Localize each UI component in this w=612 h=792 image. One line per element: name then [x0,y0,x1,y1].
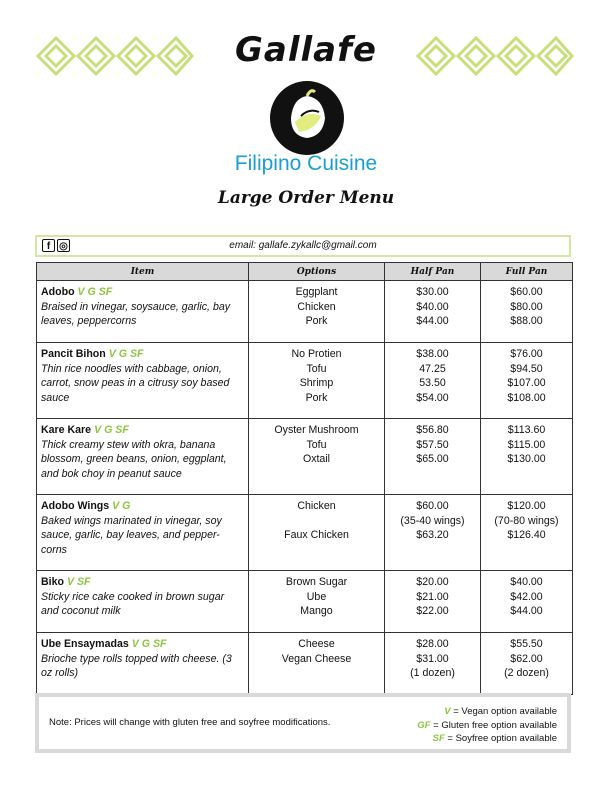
half-value: $54.00 [416,391,449,404]
full-value: $107.00 [507,377,546,389]
column-header-item: Item [37,263,249,281]
options-cell [249,343,385,419]
item-name: Adobo Wings [41,500,110,512]
dietary-tags: V G SF [77,286,113,298]
options-value: Ube [306,590,327,603]
options-cell [249,495,385,571]
half-cell [385,633,481,695]
full-value: $94.50 [510,362,543,375]
item-cell [37,419,249,495]
item-name: Adobo [41,286,75,298]
options-value: Pork [305,391,328,404]
half-value: $22.00 [416,605,449,617]
item-description: Baked wings marinated in vinegar, soy sauce, garlic, bay leaves, and pepper-corns [41,514,222,556]
item-description: Braised in vinegar, soysauce, garlic, bay leaves, peppercorns [41,300,231,327]
half-value: $40.00 [416,300,449,313]
dietary-tags: V SF [66,576,91,588]
item-name: Kare Kare [41,424,92,436]
table-row [37,419,573,495]
full-value: $55.50 [510,638,543,650]
menu-table [36,262,573,695]
facebook-icon[interactable]: f [42,239,55,252]
options-value: Pork [305,315,328,327]
brand-logo-icon [269,80,345,156]
item-description: Sticky rice cake cooked in brown sugar and coconut milk [41,590,225,617]
table-row [37,633,573,695]
item-cell [37,633,249,695]
full-cell [481,281,573,343]
item-name: Pancit Bihon [41,348,106,360]
full-value: $115.00 [507,438,546,451]
half-value: $38.00 [416,348,449,360]
half-cell [385,281,481,343]
half-value: $20.00 [416,576,449,588]
options-cell [249,633,385,695]
options-value: Chicken [297,500,336,512]
options-value [253,514,380,529]
full-value: $60.00 [510,286,543,298]
column-header-options: Options [249,263,385,281]
half-value: $63.20 [416,529,449,541]
dietary-tags: V G SF [108,348,144,360]
dietary-tags: V G SF [94,424,129,436]
dietary-tags: V G SF [131,638,167,650]
legend-gluten-free: GF = Gluten free option available [417,719,557,731]
options-value: Oyster Mushroom [274,424,359,436]
table-row [37,343,573,419]
half-value: $30.00 [416,286,449,298]
options-value: Tofu [306,438,327,451]
table-row [37,571,573,633]
half-value: $28.00 [416,638,449,650]
legend-soy-free: SF = Soyfree option available [432,733,557,744]
half-cell [385,495,481,571]
item-name: Biko [41,576,64,588]
full-value: $130.00 [507,453,546,465]
options-value: Faux Chicken [284,529,349,541]
table-row [37,281,573,343]
brand-title: Gallafe [235,30,377,70]
options-cell [249,571,385,633]
half-cell [385,571,481,633]
half-value: $57.50 [416,438,449,451]
half-value: $21.00 [416,590,449,603]
full-cell [481,633,573,695]
half-cell [385,419,481,495]
options-value: Oxtail [302,453,331,465]
full-value: $126.40 [507,529,546,541]
options-value: Tofu [306,362,327,375]
item-description: Thick creamy stew with okra, banana blossom, green beans, onion, eggplant, and bok choy in peanut sauce [41,438,227,480]
full-value: $120.00 [507,500,546,512]
half-value: (35-40 wings) [400,514,465,527]
menu-title: Large Order Menu [217,188,395,208]
half-value: $31.00 [416,652,449,665]
column-header-full-pan: Full Pan [481,263,573,281]
full-value: $44.00 [510,605,543,617]
item-cell [37,343,249,419]
legend-vegan: V = Vegan option available [444,706,557,717]
full-value: (70-80 wings) [494,514,559,527]
full-value: $108.00 [507,391,546,404]
full-value: $76.00 [510,348,543,360]
full-value: $62.00 [510,652,543,665]
full-value: $40.00 [510,576,543,588]
table-header-row [37,263,573,281]
options-value: Chicken [297,300,336,313]
half-value: $56.80 [416,424,449,436]
dietary-tags: V G [112,500,131,512]
half-value: (1 dozen) [410,667,455,679]
table-row [37,495,573,571]
item-description: Brioche type rolls topped with cheese. (3 oz rolls) [41,652,232,679]
item-description: Thin rice noodles with cabbage, onion, carrot, snow peas in a citrusy soy based sauce [41,362,230,404]
dietary-legend [417,705,557,746]
half-value: $65.00 [416,453,449,465]
options-value: No Protien [291,348,342,360]
note-box [35,693,571,753]
column-header-half-pan: Half Pan [385,263,481,281]
options-value: Vegan Cheese [281,652,352,665]
item-name: Ube Ensaymadas [41,638,129,650]
options-value: Shrimp [299,377,334,389]
half-value: 53.50 [419,377,446,389]
item-cell [37,571,249,633]
item-cell [37,281,249,343]
half-value: $60.00 [416,500,449,512]
full-cell [481,343,573,419]
half-cell [385,343,481,419]
full-cell [481,419,573,495]
item-cell [37,495,249,571]
half-value: $44.00 [416,315,449,327]
options-value: Mango [300,605,333,617]
cuisine-subtitle: Filipino Cuisine [234,152,378,175]
full-value: $42.00 [510,590,543,603]
options-cell [249,281,385,343]
email-address[interactable]: email: gallafe.zykallc@gmail.com [229,240,377,251]
full-cell [481,495,573,571]
full-cell [481,571,573,633]
options-value: Cheese [298,638,335,650]
price-note: Note: Prices will change with gluten free and soyfree modifications. [49,717,331,728]
contact-bar [35,235,571,257]
options-value: Eggplant [295,286,338,298]
full-value: $88.00 [510,315,543,327]
full-value: $113.60 [507,424,546,436]
full-value: $80.00 [510,300,543,313]
options-value: Brown Sugar [285,576,348,588]
instagram-icon[interactable]: ◎ [57,239,70,252]
half-value: 47.25 [419,362,446,375]
options-cell [249,419,385,495]
full-value: (2 dozen) [504,667,549,679]
